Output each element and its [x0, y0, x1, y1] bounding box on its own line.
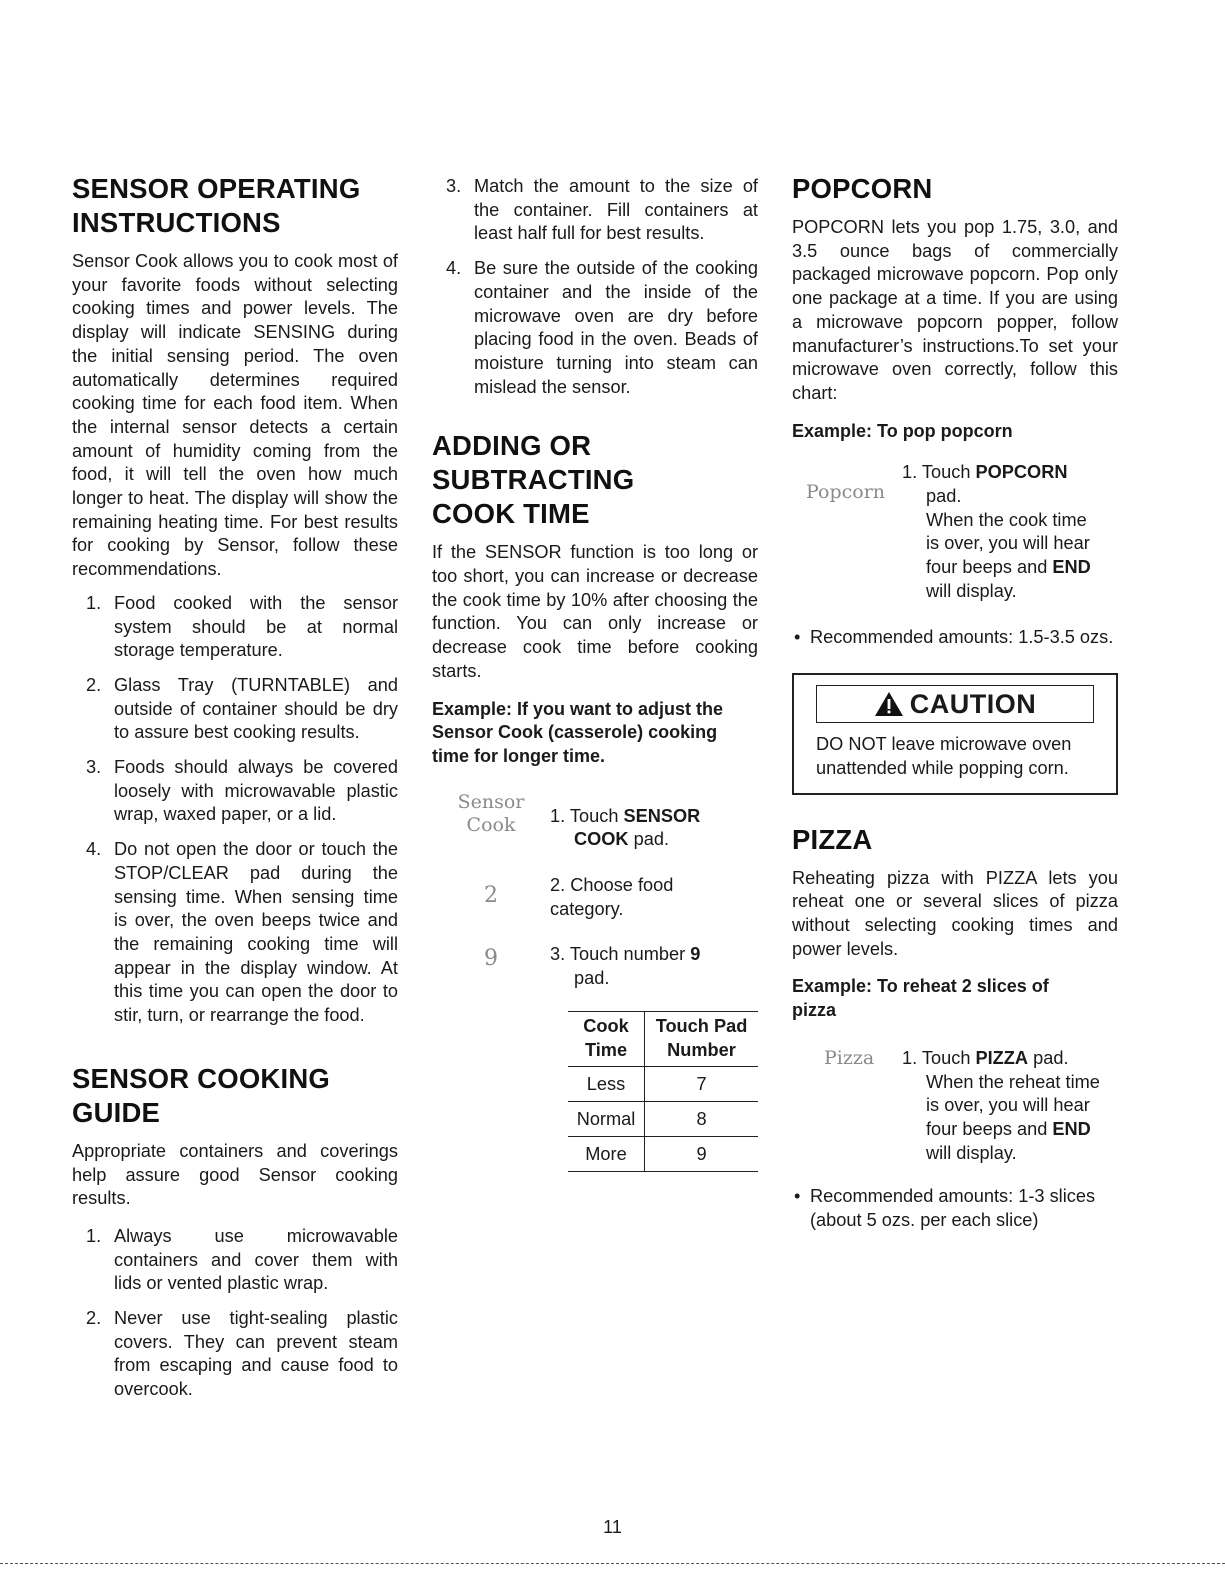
cell-time: More [568, 1136, 645, 1171]
guide-intro-paragraph: Appropriate containers and coverings help assure good Sensor cooking results. [72, 1140, 398, 1209]
step-number: 1. [86, 592, 102, 613]
step-number: 3. [550, 944, 566, 965]
step-text: Match the amount to the size of the container. Fill containers at least half full for best results. [474, 176, 758, 244]
step-text: will display. [926, 1142, 1017, 1163]
sensor-cook-step [432, 791, 758, 852]
table-row [568, 1136, 758, 1171]
step-number: 4. [86, 839, 102, 860]
step-text: Touch [921, 462, 976, 483]
adjust-intro-paragraph: If the SENSOR function is too long or too short, you can increase or decrease the cook time by 10% after choosing the function. You can only increase or decrease cook time before cooking starts. [432, 542, 758, 681]
title-line: COOK TIME [432, 498, 590, 530]
sensor-cook-instruction [550, 791, 700, 852]
sensor-cook-pad-label [432, 791, 550, 837]
title-line: SENSOR OPERATING [72, 173, 361, 204]
title-line: ADDING OR [432, 430, 592, 462]
caution-message: DO NOT leave microwave oven unattended while popping corn. [816, 734, 1072, 778]
cell-number: 7 [645, 1066, 759, 1101]
header-line: Cook [583, 1015, 629, 1036]
column-middle [432, 172, 758, 1172]
step-text: Touch number [569, 944, 691, 965]
list-item [72, 756, 398, 827]
step-text: Choose food category. [550, 875, 674, 919]
step-text: Foods should always be covered loosely with microwavable plastic wrap, waxed paper, or a lid. [114, 757, 398, 825]
key-name: COOK [574, 829, 629, 850]
example-line: pizza [792, 1000, 837, 1021]
step-text: pad. [628, 829, 670, 850]
touch-number-instruction [550, 943, 700, 990]
list-item [72, 1225, 398, 1296]
touch-number-step [432, 943, 758, 990]
key-name: 9 [690, 944, 701, 965]
caution-title: CAUTION [909, 688, 1037, 719]
popcorn-recommended-amounts [792, 626, 1144, 650]
step-text: pad. [926, 486, 962, 507]
table-row [568, 1101, 758, 1136]
list-item [72, 592, 398, 663]
key-name: END [1052, 1118, 1091, 1139]
title-line: INSTRUCTIONS [72, 207, 281, 238]
key-name: PIZZA [975, 1047, 1029, 1068]
step-number: 3. [446, 176, 462, 196]
sensor-intro-paragraph: Sensor Cook allows you to cook most of your favorite foods without selecting cooking times and power levels. The display will indicate SENSING during the initial sensing period. The oven automatically determines required cooking time for each food item. When the internal sensor detects a certain amount of humidity coming from the food, it will tell the oven how much longer to heat. The display will show the remaining heating time. For best results for cooking by Sensor, follow these recommendations. [72, 251, 398, 580]
step-text: Food cooked with the sensor system should be at normal storage temperature. [114, 592, 398, 661]
page-bottom-divider [0, 1563, 1225, 1564]
step-text: Touch [921, 1047, 976, 1068]
caution-box [792, 673, 1118, 794]
section-title-sensor-operating [72, 172, 398, 240]
step-text: Touch [569, 805, 624, 826]
sensor-steps-continued [432, 175, 758, 399]
step-text: Never use tight-sealing plastic covers. They can prevent steam from escaping and cause food to overcook. [114, 1308, 398, 1400]
step-text: Always use microwavable containers and cover them with lids or vented plastic wrap. [114, 1225, 398, 1294]
guide-steps-list [72, 1225, 398, 1402]
title-line: SUBTRACTING [432, 464, 635, 496]
header-line: Number [667, 1039, 736, 1060]
cook-time-table [568, 1011, 758, 1172]
step-number: 4. [446, 258, 462, 279]
pizza-instruction [902, 1047, 1102, 1166]
table-row [568, 1066, 758, 1101]
column-left [72, 172, 398, 1413]
number-2-pad-label: 2 [484, 883, 498, 909]
bullet-text: Recommended amounts: 1-3 slices (about 5 ozs. per each slice) [810, 1186, 1096, 1231]
title-line: SENSOR COOKING [72, 1062, 330, 1094]
pizza-example-heading [792, 975, 1144, 1022]
pizza-recommended-amounts [792, 1185, 1130, 1232]
pizza-pad-label: Pizza [824, 1046, 875, 1069]
step-number: 2. [86, 674, 102, 695]
cell-time: Normal [568, 1101, 645, 1136]
header-line: Time [584, 1039, 628, 1060]
list-item [432, 257, 758, 399]
step-number: 2. [550, 875, 566, 896]
sensor-steps-list [72, 592, 398, 1028]
step-number: 2. [86, 1308, 102, 1329]
step-text: When the reheat time is over, you will hear four beeps and [926, 1071, 1100, 1139]
cell-number: 8 [645, 1101, 759, 1136]
number-9-pad-label: 9 [484, 946, 498, 972]
step-text: When the cook time is over, you will hear four beeps and [926, 509, 1090, 578]
pizza-intro-paragraph: Reheating pizza with PIZZA lets you reheat one or several slices of pizza without selecting cooking times and power levels. [792, 867, 1118, 959]
cell-number: 9 [645, 1136, 759, 1171]
key-name: SENSOR [623, 805, 701, 826]
bullet-icon: • [794, 1186, 801, 1207]
bullet-icon: • [794, 626, 801, 647]
step-number: 1. [902, 462, 918, 483]
page-number: 11 [603, 1517, 622, 1537]
pad-label-line: Cook [466, 813, 516, 836]
popcorn-instruction [902, 461, 1096, 603]
list-item [72, 1307, 398, 1402]
list-item [72, 838, 398, 1028]
pad-label-line: Sensor [457, 790, 525, 813]
table-header-row [568, 1011, 758, 1066]
key-name: POPCORN [975, 462, 1068, 483]
title-line: GUIDE [72, 1096, 161, 1128]
step-text: Be sure the outside of the cooking container and the inside of the microwave oven are dry before placing food in the oven. Beads of moisture turning into steam can mislead the sensor. [474, 258, 758, 397]
header-line: Touch Pad [655, 1015, 748, 1036]
example-line: Example: To reheat 2 slices of [792, 976, 1049, 997]
list-item [432, 175, 758, 246]
bullet-text: Recommended amounts: 1.5-3.5 ozs. [810, 626, 1114, 647]
cell-time: Less [568, 1066, 645, 1101]
step-text: will display. [926, 580, 1017, 601]
key-name: END [1052, 557, 1091, 578]
step-number: 1. [86, 1225, 102, 1246]
section-title-adding-subtracting [432, 429, 758, 531]
step-text: pad. [1028, 1047, 1069, 1068]
step-number: 1. [550, 805, 566, 826]
list-item [72, 674, 398, 745]
column-header-cook-time [568, 1011, 645, 1066]
caution-header [816, 685, 1094, 723]
warning-triangle-icon [874, 691, 904, 717]
adjust-example-heading: Example: If you want to adjust the Sensor Cook (casserole) cooking time for longer time. [432, 698, 724, 766]
step-number: 1. [902, 1047, 918, 1068]
popcorn-pad-label: Popcorn [806, 481, 886, 504]
choose-category-step [432, 874, 758, 921]
section-title-sensor-guide [72, 1062, 398, 1130]
column-right [792, 172, 1144, 1243]
pizza-step [792, 1047, 1144, 1166]
section-title-popcorn: POPCORN [792, 173, 933, 204]
popcorn-intro-paragraph: POPCORN lets you pop 1.75, 3.0, and 3.5 ounce bags of commercially packaged microwave popcorn. Pop only one package at a time. If you are using a microwave popcorn popper, follow manufacturer’s instructions.To set your microwave oven correctly, follow this chart: [792, 217, 1118, 403]
section-title-pizza: PIZZA [792, 823, 873, 855]
step-text: Glass Tray (TURNTABLE) and outside of container should be dry to assure best cooking results. [114, 674, 398, 743]
popcorn-example-heading: Example: To pop popcorn [792, 420, 1013, 441]
step-text: pad. [574, 968, 610, 989]
step-number: 3. [86, 757, 102, 778]
step-text: Do not open the door or touch the STOP/CLEAR pad during the sensing time. When sensing time is over, the oven beeps twice and the remaining cooking time will appear in the display window. At this time you can open the door to stir, turn, or rearrange the food. [114, 839, 398, 1026]
column-header-touch-pad [645, 1011, 759, 1066]
choose-category-instruction [550, 874, 740, 921]
popcorn-step [792, 461, 1144, 603]
